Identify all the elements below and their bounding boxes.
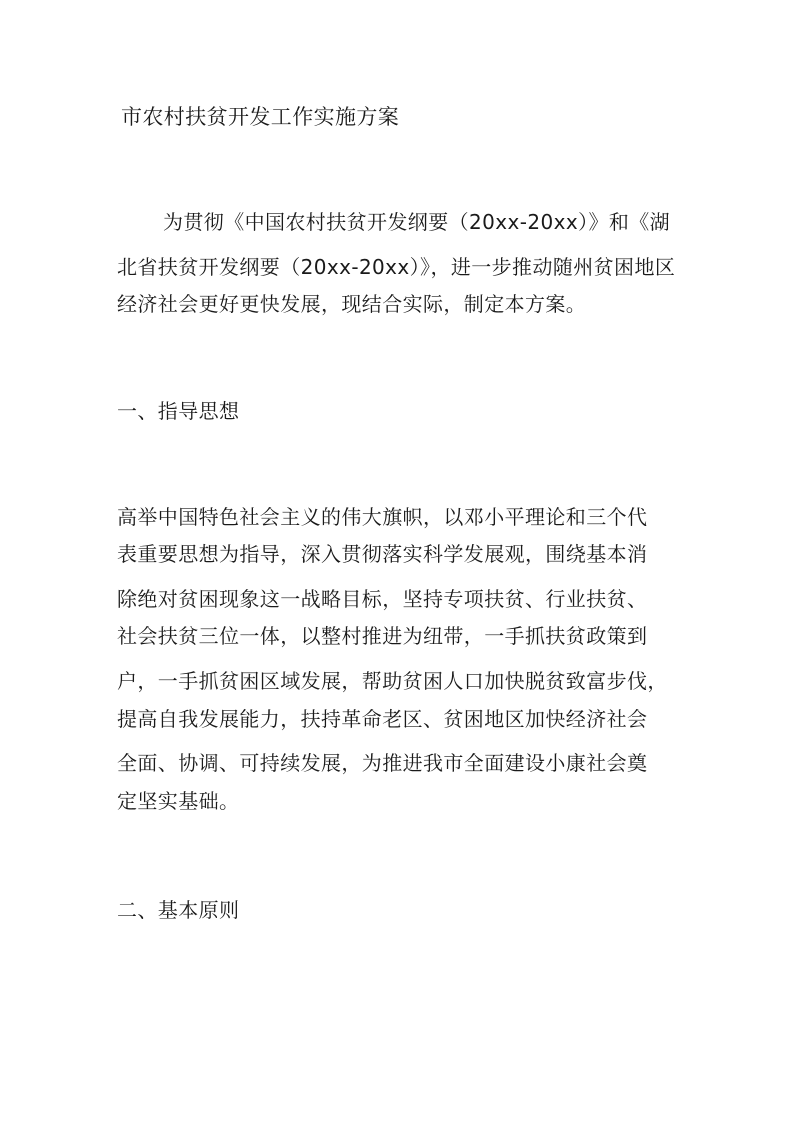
document-title: 市农村扶贫开发工作实施方案 [121, 105, 400, 129]
intro-paragraph-line: 经济社会更好更快发展，现结合实际，制定本方案。 [117, 292, 587, 316]
section-heading-basic-principles: 二、基本原则 [117, 898, 240, 922]
section-1-paragraph-line: 高举中国特色社会主义的伟大旗帜，以邓小平理论和三个代 [117, 505, 648, 529]
section-1-paragraph-line: 社会扶贫三位一体，以整村推进为纽带，一手抓扶贫政策到 [117, 624, 648, 648]
section-1-paragraph-line: 定坚实基础。 [117, 789, 240, 813]
section-1-paragraph-line: 除绝对贫困现象这一战略目标，坚持专项扶贫、行业扶贫、 [117, 587, 648, 611]
section-1-paragraph-line: 表重要思想为指导，深入贯彻落实科学发展观，围绕基本消 [117, 542, 648, 566]
section-heading-guiding-ideology: 一、指导思想 [117, 399, 240, 423]
section-1-paragraph-line: 提高自我发展能力，扶持革命老区、贫困地区加快经济社会 [117, 707, 648, 731]
section-1-paragraph-line: 户，一手抓贫困区域发展，帮助贫困人口加快脱贫致富步伐， [117, 669, 668, 693]
intro-paragraph-line: 为贯彻《中国农村扶贫开发纲要（20xx-20xx）》和《湖 [163, 210, 671, 234]
section-1-paragraph-line: 全面、协调、可持续发展，为推进我市全面建设小康社会奠 [117, 751, 648, 775]
intro-paragraph-line: 北省扶贫开发纲要（20xx-20xx）》，进一步推动随州贫困地区 [117, 255, 676, 279]
